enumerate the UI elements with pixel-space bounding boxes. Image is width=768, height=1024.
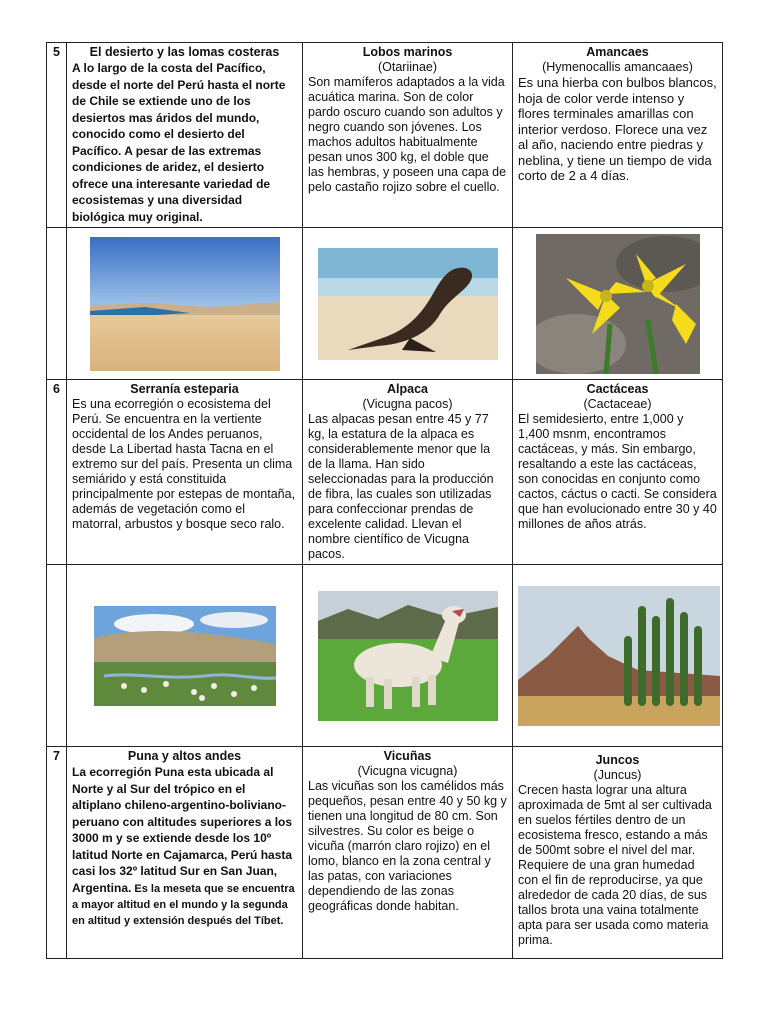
flora-cell xyxy=(513,380,723,565)
fauna-title: Alpaca xyxy=(387,382,428,396)
fauna-scientific-name: (Otariinae) xyxy=(377,60,438,74)
fauna-scientific-name: (Vicugna pacos) xyxy=(362,397,453,411)
flora-cell xyxy=(513,43,723,228)
ecosystem-description-extra: Es la meseta que se encuentra a mayor altitud en el mundo y la segunda en altitud y extensión después del Tíbet. xyxy=(72,882,295,927)
fauna-description: Las vicuñas son los camélidos más pequeños, pesan entre 40 y 50 kg y tienen una longitud de 80 cm. Son silvestres. Su color es beige o vicuña (marrón claro rojizo) en el lomo, blanco en la zona central y las patas, con variaciones dependiendo de las zonas geográficas donde habitan. xyxy=(308,779,507,913)
flora-description: Crecen hasta lograr una altura aproximada de 5mt al ser cultivada en suelos fértiles dentro de un ecosistema fresco, estando a más de 500mt sobre el nivel del mar. Requiere de una gran humedad con el fin de reproducirse, ya que alrededor de cada 20 días, de sus tallos brota una vaina totalmente apta para ser usada como materia prima. xyxy=(518,783,712,947)
flora-scientific-name: (Juncus) xyxy=(593,768,642,782)
alpaca-photo xyxy=(318,591,498,721)
sea-lion-image-cell xyxy=(303,228,513,380)
ecosystem-table xyxy=(46,42,723,959)
ecosystem-description: A lo largo de la costa del Pacífico, desde el norte del Perú hasta el norte de Chile se extiende uno de los desiertos mas áridos del mundo, conocido como el desierto del Pacífico. A pesar de las extremas condiciones de aridez, el desierto ofrece una interesante variedad de ecosistemas y una diversidad biológica muy original. xyxy=(72,61,286,224)
ecosystem-title: Puna y altos andes xyxy=(127,749,242,763)
alpaca-image-cell xyxy=(303,565,513,747)
fauna-description: Son mamíferos adaptados a la vida acuática marina. Son de color pardo oscuro cuando son adultos y negro cuando son jóvenes. Los machos adultos habitualmente pesan unos 300 kg, el doble que las hembras, y poseen una capa de pelo castaño rojizo sobre el cuello. xyxy=(308,75,507,194)
flora-title: Amancaes xyxy=(586,45,649,59)
sea-lion-photo xyxy=(318,248,498,360)
flora-scientific-name: (Cactaceae) xyxy=(583,397,652,411)
image-row xyxy=(47,565,723,747)
cactus-photo xyxy=(518,586,720,726)
desert-photo xyxy=(90,237,280,371)
flora-description: El semidesierto, entre 1,000 y 1,400 msnm, encontramos cactáceas, y más. Sin embargo, resaltando a este las cactáceas, son conocidas en conjunto como cactos, cáctus o cacti. Se considera que han evolucionado entre 30 y 40 millones de años atrás. xyxy=(518,412,717,531)
ecosystem-description: La ecorregión Puna esta ubicada al Norte y al Sur del trópico en el altiplano chileno-argentino-boliviano-peruano con altitudes superiores a los 3000 m y se extiende desde los 10º latitud Norte en Cajamarca, Perú hasta casi los 32º latitud Sur en San Juan, Argentina. xyxy=(72,765,293,895)
row-number: 6 xyxy=(47,380,67,565)
row-number: 7 xyxy=(47,747,67,959)
steppe-image-cell xyxy=(67,565,303,747)
fauna-cell xyxy=(303,380,513,565)
table-row xyxy=(47,747,723,959)
fauna-title: Vicuñas xyxy=(383,749,432,763)
fauna-cell xyxy=(303,43,513,228)
ecosystem-cell xyxy=(67,747,303,959)
image-row xyxy=(47,228,723,380)
flora-scientific-name: (Hymenocallis amancaaes) xyxy=(542,60,693,74)
table-row xyxy=(47,380,723,565)
table-row xyxy=(47,43,723,228)
fauna-description: Las alpacas pesan entre 45 y 77 kg, la estatura de la alpaca es considerablemente menor que la de la llama. Han sido seleccionadas para la producción de fibra, las cuales son utilizadas para confeccionar prendas de excelente calidad. Llevan el nombre científico de Vicugna pacos. xyxy=(308,412,494,561)
cactus-image-cell xyxy=(513,565,723,747)
yellow-flower-photo xyxy=(536,234,700,374)
fauna-scientific-name: (Vicugna vicugna) xyxy=(357,764,458,778)
fauna-title: Lobos marinos xyxy=(362,45,453,59)
ecosystem-description: Es una ecorregión o ecosistema del Perú. Se encuentra en la vertiente occidental de los Andes peruanos, desde La Libertad hasta Tacna en el extremo sur del país. Presenta un clima semiárido y está constituida principalmente por estepas de montaña, además de vegetación como el matorral, arbustos y bosque seco ralo. xyxy=(72,397,296,531)
steppe-landscape-photo xyxy=(94,606,276,706)
flora-title: Juncos xyxy=(595,753,640,767)
ecosystem-cell xyxy=(67,380,303,565)
flora-cell xyxy=(513,747,723,959)
ecosystem-cell xyxy=(67,43,303,228)
ecosystem-title: Serranía esteparia xyxy=(130,382,239,396)
flora-title: Cactáceas xyxy=(586,382,649,396)
fauna-cell xyxy=(303,747,513,959)
row-number: 5 xyxy=(47,43,67,228)
flora-description: Es una hierba con bulbos blancos, hoja de color verde intenso y flores terminales amarillas con interior verdoso. Florece una vez al año, naciendo entre piedras y neblina, y tiene un tiempo de vida corto de 2 a 4 días. xyxy=(518,75,717,183)
ecosystem-title: El desierto y las lomas costeras xyxy=(89,45,280,59)
amancaes-image-cell xyxy=(513,228,723,380)
desert-image-cell xyxy=(67,228,303,380)
